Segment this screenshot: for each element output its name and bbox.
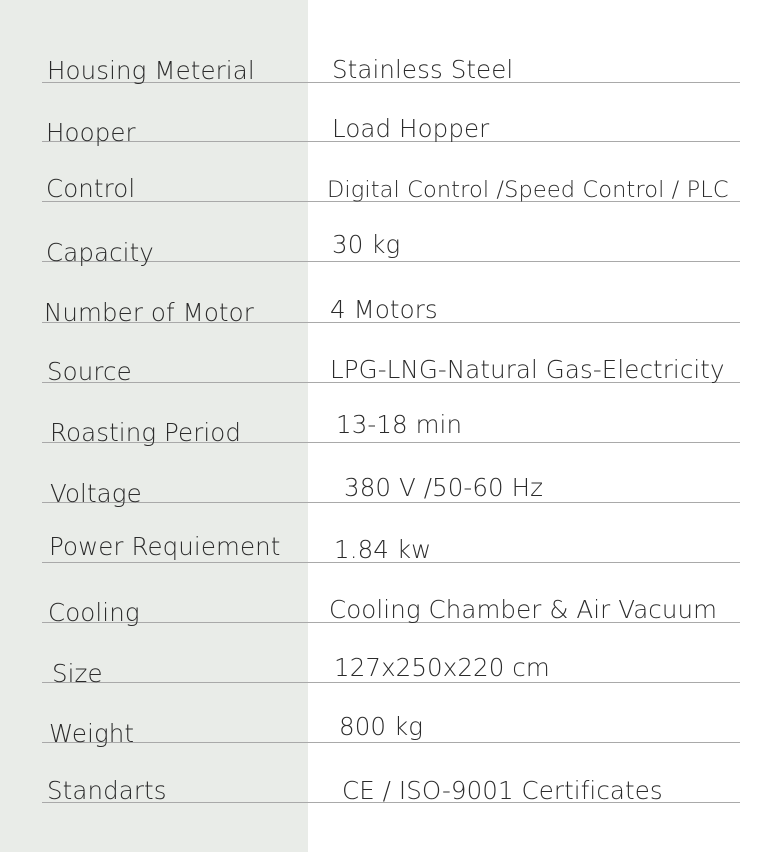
spec-label: Power Requiement — [49, 531, 281, 561]
spec-value: 127x250x220 cm — [334, 652, 550, 682]
spec-row-capacity — [42, 202, 740, 267]
spec-value: 4 Motors — [330, 294, 438, 324]
spec-value: 30 kg — [332, 229, 401, 259]
spec-row-cooling — [42, 563, 740, 627]
spec-label: Roasting Period — [50, 417, 242, 447]
spec-value: 1.84 kw — [334, 534, 432, 564]
spec-label: Weight — [49, 718, 135, 748]
spec-label: Size — [52, 658, 103, 688]
spec-row-number-of-motor — [42, 263, 740, 327]
spec-value: 13-18 min — [336, 409, 463, 439]
spec-row-voltage — [42, 443, 740, 508]
spec-row-roasting-period — [42, 383, 740, 447]
spec-row-housing-material — [42, 23, 740, 83]
spec-label: Hooper — [46, 117, 136, 147]
spec-row-hopper — [42, 82, 740, 147]
spec-label: Control — [46, 173, 136, 203]
spec-row-control — [42, 142, 740, 202]
spec-value: Cooling Chamber & Air Vacuum — [329, 594, 718, 624]
spec-row-standards — [42, 743, 740, 803]
spec-value: Load Hopper — [332, 113, 490, 143]
spec-row-size — [42, 623, 740, 688]
spec-label: Voltage — [50, 478, 142, 508]
spec-label: Housing Meterial — [47, 55, 255, 85]
spec-label: Capacity — [46, 237, 154, 267]
spec-value: Stainless Steel — [332, 54, 514, 84]
spec-label: Standarts — [47, 775, 167, 805]
spec-value: Digital Control /Speed Control / PLC — [327, 176, 729, 203]
spec-label: Source — [47, 356, 132, 386]
spec-value: CE / ISO-9001 Certificates — [342, 775, 663, 805]
spec-value: 380 V /50-60 Hz — [344, 472, 544, 502]
spec-row-power-requirement — [42, 503, 740, 563]
spec-label: Cooling — [48, 597, 140, 627]
spec-value: 800 kg — [339, 711, 424, 741]
spec-row-weight — [42, 683, 740, 748]
spec-label: Number of Motor — [44, 297, 254, 327]
spec-row-source — [42, 323, 740, 386]
spec-value: LPG-LNG-Natural Gas-Electricity — [330, 354, 725, 384]
